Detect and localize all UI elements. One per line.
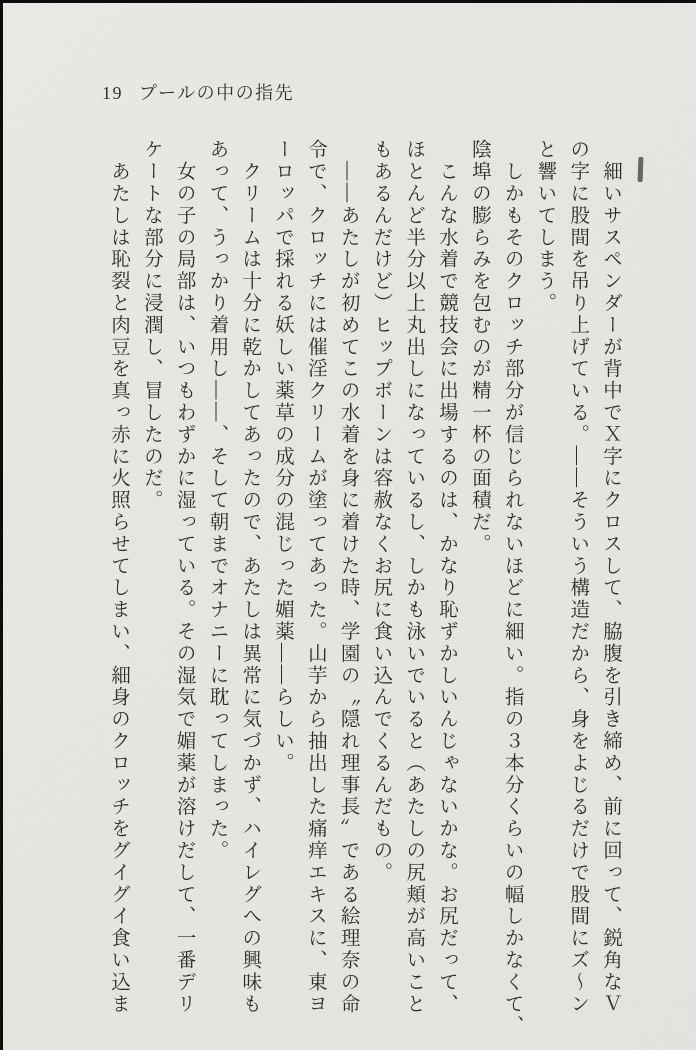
text-column: あたしは恥裂と肉豆を真っ赤に火照らせてしまい、細身のクロッチをグイグイ食い込ま <box>108 139 130 1015</box>
text-column: 陰埠の膨らみを包むのが精一杯の面積だ。 <box>468 139 490 556</box>
text-column: と響いてしまう。 <box>534 139 556 315</box>
page-number: 19 <box>102 83 123 103</box>
scan-artifact <box>638 157 644 182</box>
chapter-title: プールの中の指先 <box>139 83 295 103</box>
text-column: クリームは十分に乾かしてあったので、あたしは異常に気づかず、ハイレグへの興味も <box>239 139 261 1015</box>
text-column: こんな水着で競技会に出場するのは、かなり恥ずかしいんじゃないかな。お尻だって、 <box>436 139 458 1015</box>
text-column: 細いサスペンダーが背中でＸ字にクロスして、脇腹を引き締め、前に回って、鋭角なＶ <box>600 139 621 1015</box>
body-text <box>101 139 626 1044</box>
text-column: ケートな部分に浸潤し、冒したのだ。 <box>140 139 162 512</box>
text-column: の字に股間を吊り上げている。――そういう構造だから、身をよじるだけで股間にズ～ン <box>567 139 589 1015</box>
text-column: ーロッパで採れる妖しい薬草の成分の混じった媚薬――らしい。 <box>272 139 294 775</box>
text-column: あって、うっかり着用し――、そして朝までオナニーに耽ってしまった。 <box>206 139 228 862</box>
text-column: もあるんだけど）ヒップボーンは容赦なくお尻に食い込んでくるんだもの。 <box>370 139 392 884</box>
text-column: 女の子の局部は、いつもわずかに湿っている。その湿気で媚薬が溶けだして、一番デリ <box>173 139 195 1015</box>
text-column: しかもそのクロッチ部分が信じられないほどに細い。指の３本分くらいの幅しかなくて、 <box>501 139 523 1037</box>
running-header <box>102 79 294 105</box>
text-column: 令で、クロッチには催淫クリームが塗ってあった。山芋から抽出した痛痒エキスに、東ヨ <box>304 139 326 1015</box>
text-column: ――あたしが初めてこの水着を身に着けた時、学園の〝隠れ理事長〟である絵理奈の命 <box>337 139 359 1015</box>
text-column: ほとんど半分以上丸出しになっているし、しかも泳いでいると（あたしの尻頬が高いこと <box>403 139 425 1015</box>
